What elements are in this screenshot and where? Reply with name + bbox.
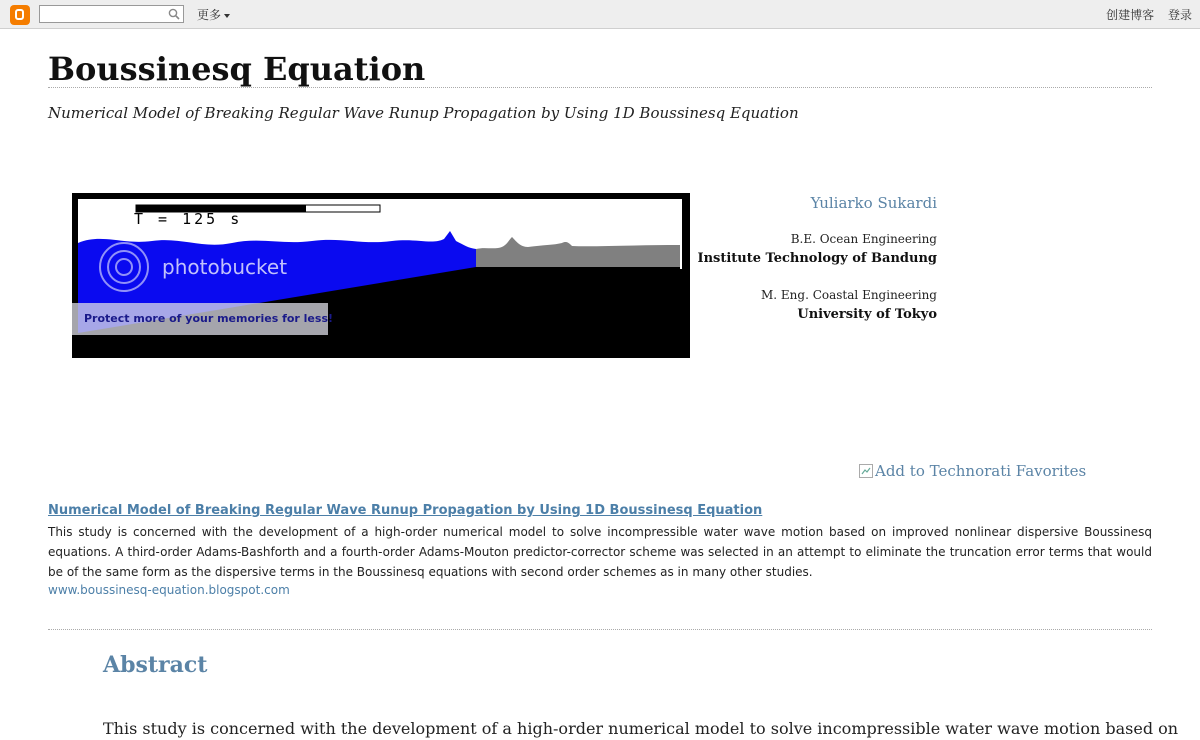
abstract-body: This study is concerned with the development of a high-order numerical model to solve incompressible water wave motion based on (103, 719, 1179, 738)
author-name[interactable]: Yuliarko Sukardi (810, 194, 937, 212)
blog-url-link[interactable]: www.boussinesq-equation.blogspot.com (48, 583, 290, 597)
blog-title[interactable]: Boussinesq Equation (48, 50, 426, 88)
institution-itb: Institute Technology of Bandung (697, 251, 937, 266)
create-blog-link[interactable]: 创建博客 (1106, 8, 1155, 22)
protect-banner-text[interactable]: Protect more of your memories for less! (84, 312, 334, 325)
technorati-alt-text[interactable]: Add to Technorati Favorites (875, 462, 1087, 480)
more-menu[interactable] (197, 6, 230, 23)
degree-be: B.E. Ocean Engineering (790, 232, 937, 246)
blog-description: Numerical Model of Breaking Regular Wave Runup Propagation by Using 1D Boussinesq Equation (48, 104, 799, 122)
technorati-favorites-link[interactable] (859, 462, 1086, 480)
blogger-logo-icon[interactable] (10, 5, 30, 25)
author-profile (697, 194, 937, 324)
post-summary: This study is concerned with the development of a high-order numerical model to solve incompressible water wave motion based on improved nonlinear dispersive Boussinesq equations. A third-order Adams-Bashforth and a fourth-order Adams-Mouton predictor-corrector scheme was selected in an attempt to eliminate the truncation error terms that would be of the same form as the dispersive terms in the Boussinesq equations with second order schemes as in many other studies. (48, 525, 1152, 579)
more-menu-label[interactable]: 更多 (197, 8, 222, 22)
nav-right (1096, 6, 1192, 23)
search-input[interactable] (39, 5, 184, 23)
institution-tokyo: University of Tokyo (797, 307, 937, 322)
search-icon[interactable] (168, 8, 180, 20)
login-link[interactable]: 登录 (1167, 8, 1192, 22)
degree-meng: M. Eng. Coastal Engineering (761, 288, 937, 302)
broken-image-icon (859, 464, 873, 478)
section-divider (48, 629, 1152, 630)
title-divider (48, 87, 1152, 88)
post-title-link[interactable]: Numerical Model of Breaking Regular Wave Runup Propagation by Using 1D Boussinesq Equation (48, 503, 763, 518)
simulation-time-label: T = 125 s (134, 210, 243, 228)
blogger-navbar (0, 0, 1200, 29)
photobucket-watermark: photobucket (162, 255, 288, 279)
abstract-heading: Abstract (103, 652, 208, 678)
banner-image[interactable] (72, 193, 690, 358)
chevron-down-icon (224, 14, 230, 18)
